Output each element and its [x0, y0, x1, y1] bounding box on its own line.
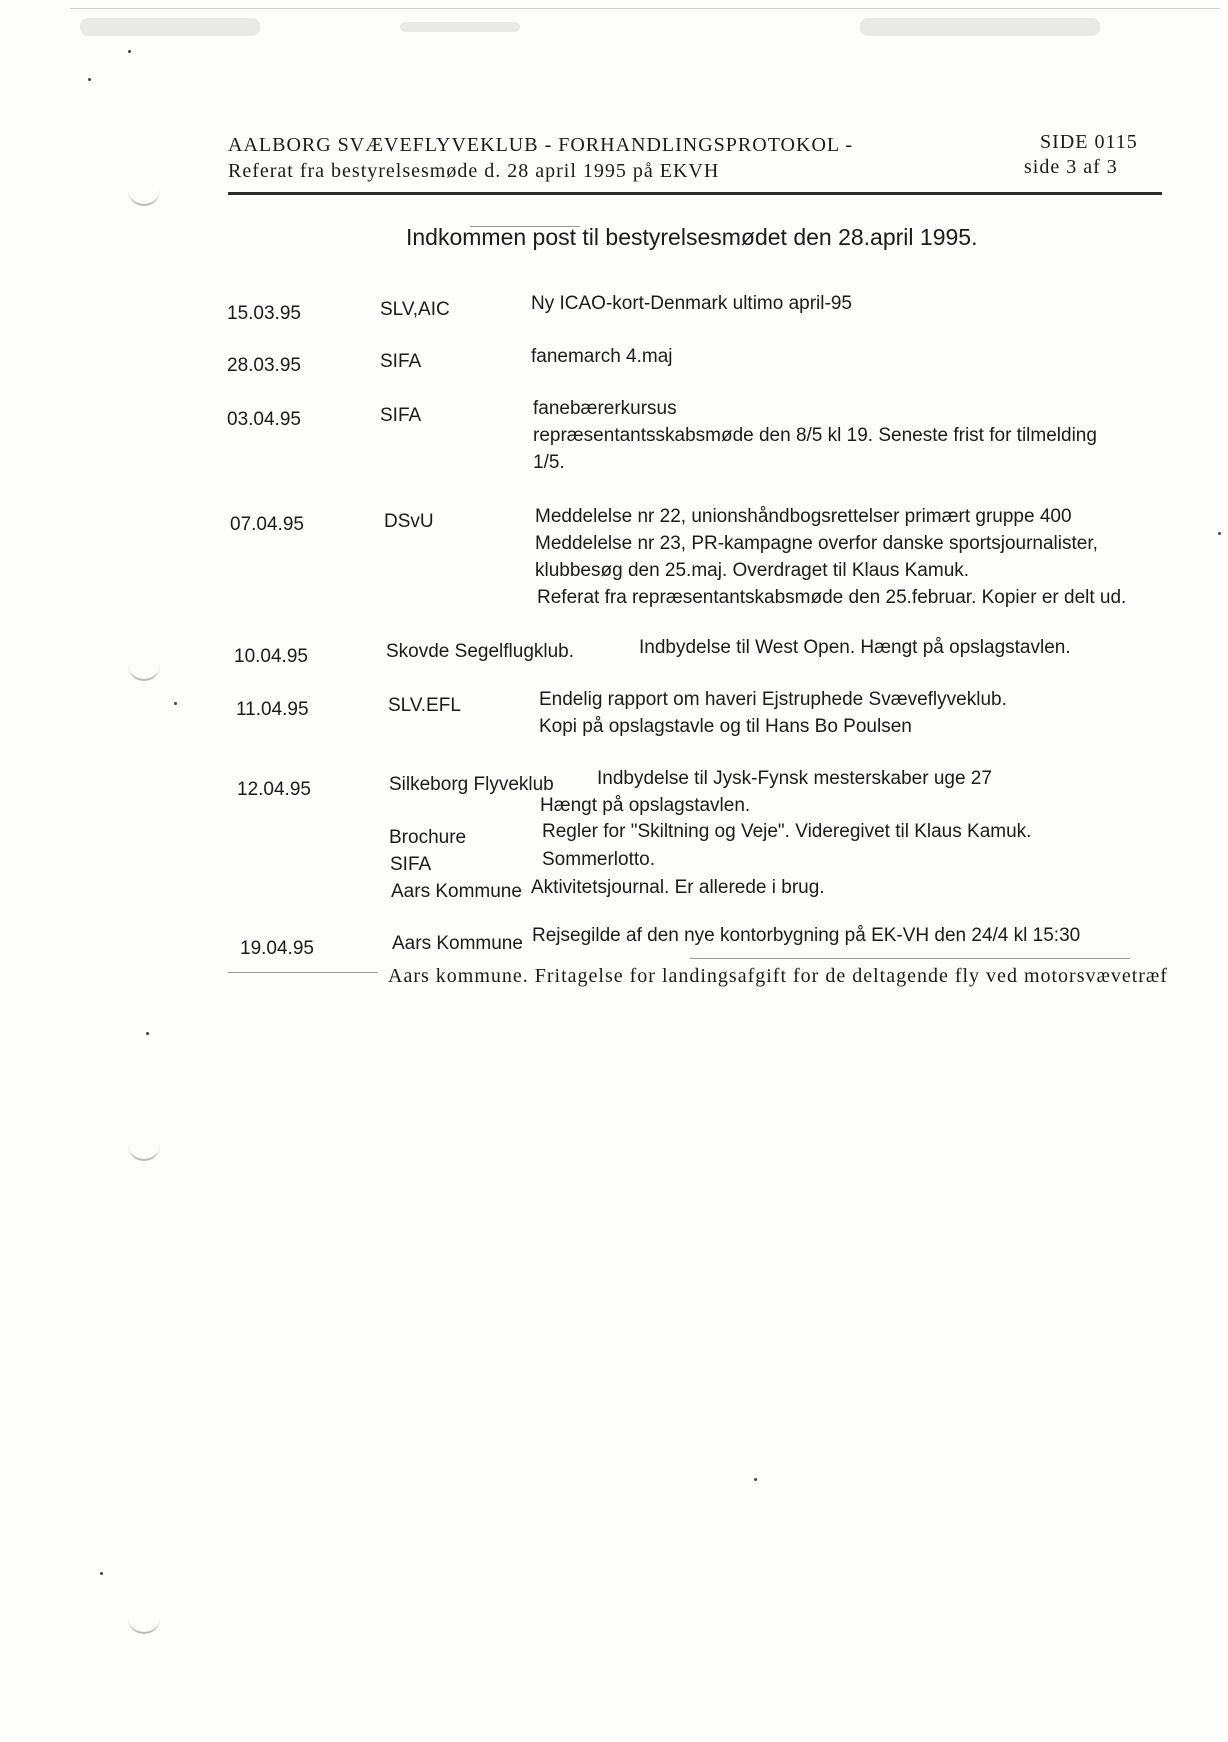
- header-rule: [228, 192, 1162, 195]
- side-number: SIDE 0115: [1040, 131, 1138, 153]
- entry-date: 11.04.95: [236, 699, 309, 720]
- entry-text: repræsentantsskabsmøde den 8/5 kl 19. Seneste frist for tilmelding: [533, 425, 1097, 446]
- entry-sender: Aars Kommune: [392, 933, 523, 954]
- entry-sender: SLV,AIC: [380, 299, 450, 320]
- entry-text: Indbydelse til Jysk-Fynsk mesterskaber uge 27: [597, 768, 992, 789]
- entry-sender: SIFA: [380, 405, 422, 426]
- punch-hole-mark: [128, 1145, 160, 1161]
- entry-sender: SIFA: [380, 351, 422, 372]
- scan-speck: [146, 1032, 149, 1035]
- entry-text: Hængt på opslagstavlen.: [540, 795, 751, 816]
- organization-title: AALBORG SVÆVEFLYVEKLUB - FORHANDLINGSPROTOKOL -: [228, 134, 854, 156]
- entry-text: Meddelelse nr 22, unionshåndbogsrettelser primært gruppe 400: [535, 506, 1072, 527]
- scan-speck: [100, 1572, 103, 1575]
- document-title: Indkommen post til bestyrelsesmødet den 28.april 1995.: [406, 224, 978, 250]
- entry-text: fanemarch 4.maj: [531, 346, 673, 367]
- entry-sender: Brochure: [389, 827, 467, 848]
- faint-rule: [228, 972, 378, 973]
- punch-hole-mark: [128, 190, 160, 206]
- entry-sender: Silkeborg Flyveklub: [389, 774, 554, 795]
- entry-text: klubbesøg den 25.maj. Overdraget til Klaus Kamuk.: [535, 560, 970, 581]
- entry-sender: SLV.EFL: [388, 695, 461, 716]
- entry-text: Meddelelse nr 23, PR-kampagne overfor danske sportsjournalister,: [535, 533, 1098, 554]
- entry-text: Aktivitetsjournal. Er allerede i brug.: [531, 877, 825, 898]
- faint-rule: [690, 958, 1130, 959]
- entry-date: 10.04.95: [234, 646, 308, 667]
- entry-sender: SIFA: [390, 854, 432, 875]
- entry-text: Endelig rapport om haveri Ejstruphede Svæveflyveklub.: [539, 689, 1007, 710]
- scan-speck: [128, 50, 131, 53]
- scan-smudge: [400, 22, 520, 32]
- entry-text: Ny ICAO-kort-Denmark ultimo april-95: [531, 293, 852, 314]
- entry-date: 28.03.95: [227, 355, 301, 376]
- scan-smudge: [860, 18, 1100, 36]
- entry-text: Referat fra repræsentantskabsmøde den 25.februar. Kopier er delt ud.: [537, 587, 1127, 608]
- meeting-subtitle: Referat fra bestyrelsesmøde d. 28 april 1995 på EKVH: [228, 160, 720, 182]
- entry-text: 1/5.: [533, 452, 565, 473]
- scan-smudge: [80, 18, 260, 36]
- scan-speck: [1218, 532, 1221, 535]
- scan-top-edge: [70, 8, 1220, 9]
- entry-sender: DSvU: [384, 511, 434, 532]
- entry-date: 07.04.95: [230, 514, 304, 535]
- entry-date: 12.04.95: [237, 779, 311, 800]
- entry-text: fanebærerkursus: [533, 398, 677, 419]
- entry-text: Rejsegilde af den nye kontorbygning på EK-VH den 24/4 kl 15:30: [532, 925, 1081, 946]
- entry-text: Regler for "Skiltning og Veje". Videregivet til Klaus Kamuk.: [542, 821, 1032, 842]
- punch-hole-mark: [128, 1618, 160, 1634]
- entry-date: 15.03.95: [227, 303, 301, 324]
- entry-date: 19.04.95: [240, 938, 314, 959]
- scan-speck: [754, 1478, 757, 1481]
- entry-text: Kopi på opslagstavle og til Hans Bo Poulsen: [539, 716, 912, 737]
- punch-hole-mark: [128, 665, 160, 681]
- scan-speck: [88, 78, 91, 81]
- entry-sender: Aars Kommune: [391, 881, 522, 902]
- scan-speck: [174, 702, 177, 705]
- entry-sender: Skovde Segelflugklub.: [386, 641, 575, 662]
- entry-text: Sommerlotto.: [542, 849, 655, 870]
- entry-text: Indbydelse til West Open. Hængt på opslagstavlen.: [639, 637, 1071, 658]
- typed-note: Aars kommune. Fritagelse for landingsafgift for de deltagende fly ved motorsvævetræf: [388, 965, 1168, 987]
- entry-date: 03.04.95: [227, 409, 301, 430]
- page-of: side 3 af 3: [1024, 156, 1118, 178]
